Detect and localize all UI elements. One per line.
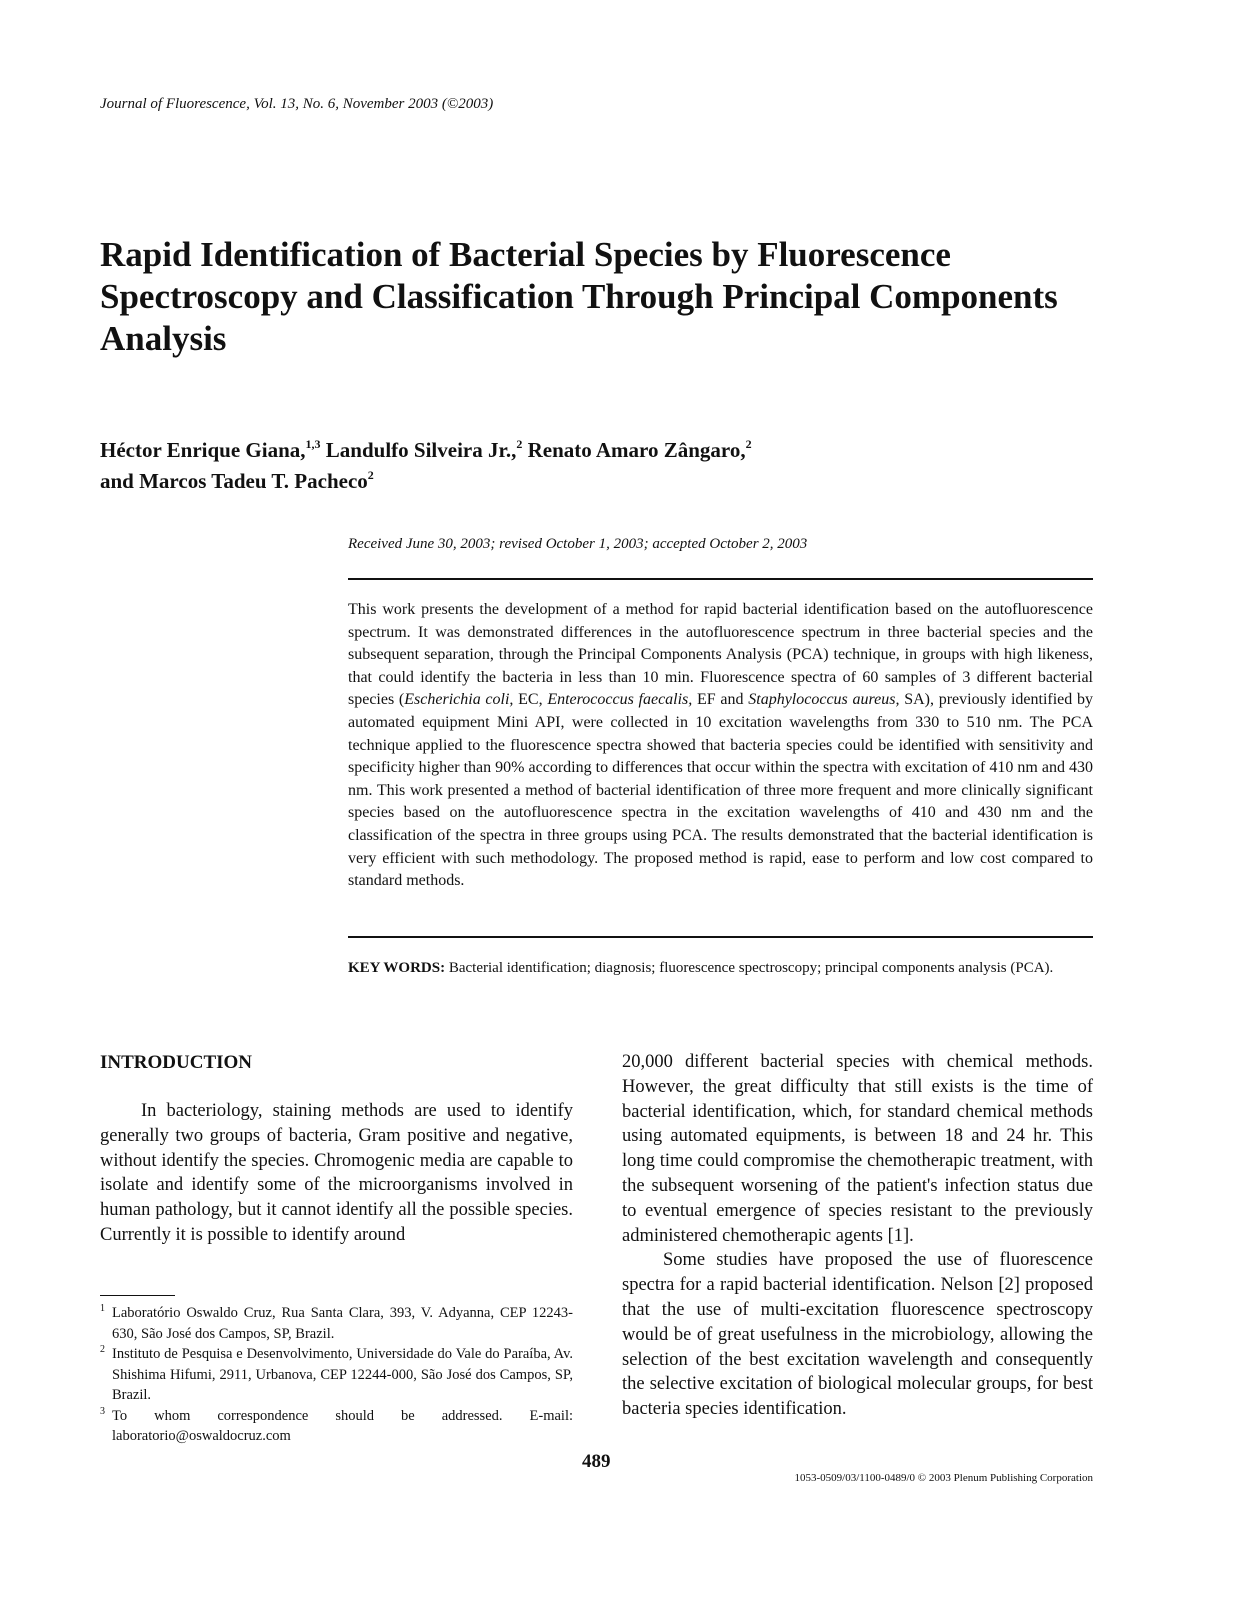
author-affiliation-mark: 1,3 [305,437,321,451]
received-dates: Received June 30, 2003; revised October 1, 2003; accepted October 2, 2003 [348,536,808,552]
footnote-number: 3 [100,1405,105,1417]
footnote [100,1344,573,1406]
copyright-line: 1053-0509/03/1100-0489/0 © 2003 Plenum Publishing Corporation [794,1472,1093,1484]
species-name: Enterococcus faecalis, [547,691,693,709]
author-name: and Marcos Tadeu T. Pacheco [100,469,368,493]
footnote-number: 2 [100,1344,105,1355]
intro-paragraph: Some studies have proposed the use of fluorescence spectra for a rapid bacterial identification. Nelson [2] proposed that the use of multi-excitation fluorescence spectroscopy would be of great usefulness in the microbiology, allowing the selection of the best excitation wavelength and consequently the selective excitation of biological molecular groups, for best bacteria species identification. [622,1250,1093,1420]
author-name: Renato Amaro Zângaro, [527,438,746,462]
keywords-label: KEY WORDS: [348,960,446,976]
keywords [348,959,1093,978]
author-affiliation-mark: 2 [367,468,374,482]
section-heading-introduction: INTRODUCTION [100,1052,253,1073]
author-name: Landulfo Silveira Jr., [325,438,517,462]
footnotes [100,1303,573,1447]
abstract-top-rule [348,578,1093,580]
abstract-text: SA), previously identified by automated equipment Mini API, were collected in 10 excitation wavelengths from 330 to 510 nm. The PCA technique applied to the fluorescence spectra showed that bacteria species could be identified with sensitivity and specificity higher than 90% according to differences that occur within the spectra with excitation of 410 nm and 430 nm. This work presented a method of bacterial identification of three more frequent and more clinically significant species based on the autofluorescence spectra in the excitation wavelengths of 410 and 430 nm and the classification of the spectra in three groups using PCA. The results demonstrated that the bacterial identification is very efficient with such methodology. The proposed method is rapid, ease to perform and low cost compared to standard methods. [348,691,1094,890]
abstract-bottom-rule [348,936,1093,938]
footnote-text: To whom correspondence should be addressed. E-mail: laboratorio@oswaldocruz.com [112,1407,573,1444]
intro-paragraph: 20,000 different bacterial species with chemical methods. However, the great difficulty that still exists is the time of bacterial identification, which, for standard chemical methods using automated equipments, is between 18 and 24 hr. This long time could compromise the chemotherapic treatment, with the subsequent worsening of the patient's infection status due to eventual emergence of species resistant to the previously administered chemotherapic agents [1]. [622,1052,1093,1246]
species-name: Staphylococcus aureus, [748,691,900,709]
footnote-number: 1 [100,1303,105,1314]
species-name: Escherichia coli, [404,691,514,709]
paper-title: Rapid Identification of Bacterial Species by Fluorescence Spectroscopy and Classification Through Principal Components Analysis [100,235,1058,358]
footnote [100,1406,573,1447]
footnote-text: Laboratório Oswaldo Cruz, Rua Santa Clara, 393, V. Adyanna, CEP 12243-630, São José dos Campos, SP, Brazil. [112,1305,573,1342]
keywords-text: Bacterial identification; diagnosis; fluorescence spectroscopy; principal components analysis (PCA). [445,960,1054,976]
abstract [348,599,1093,893]
journal-citation: Journal of Fluorescence, Vol. 13, No. 6, November 2003 (©2003) [100,96,494,112]
footnote-text: Instituto de Pesquisa e Desenvolvimento, Universidade do Vale do Paraíba, Av. Shishima Hifumi, 2911, Urbanova, CEP 12244-000, São José dos Campos, SP, Brazil. [112,1346,573,1403]
author-affiliation-mark: 2 [516,437,523,451]
right-column [622,1050,1093,1422]
footnote-rule [100,1295,175,1296]
author-name: Héctor Enrique Giana, [100,438,306,462]
abstract-text: EF and [692,691,749,709]
intro-paragraph: In bacteriology, staining methods are used to identify generally two groups of bacteria, Gram positive and negative, without identify the species. Chromogenic media are capable to isolate and identify some of the microorganisms involved in human pathology, but it cannot identify all the possible species. Currently it is possible to identify around [100,1101,573,1245]
abstract-text: EC, [513,691,548,709]
author-list [100,432,1060,494]
page-number: 489 [582,1451,611,1472]
author-affiliation-mark: 2 [745,437,752,451]
footnote [100,1303,573,1344]
abstract-text: This work presents the development of a method for rapid bacterial identification based on the autofluorescence spectrum. It was demonstrated differences in the autofluorescence spectrum in three bacterial species and the subsequent separation, through the Principal Components Analysis (PCA) technique, in groups with high likeness, that could identify the bacteria in less than 10 min. Fluorescence spectra of 60 samples of 3 different bacterial species ( [348,601,1093,709]
